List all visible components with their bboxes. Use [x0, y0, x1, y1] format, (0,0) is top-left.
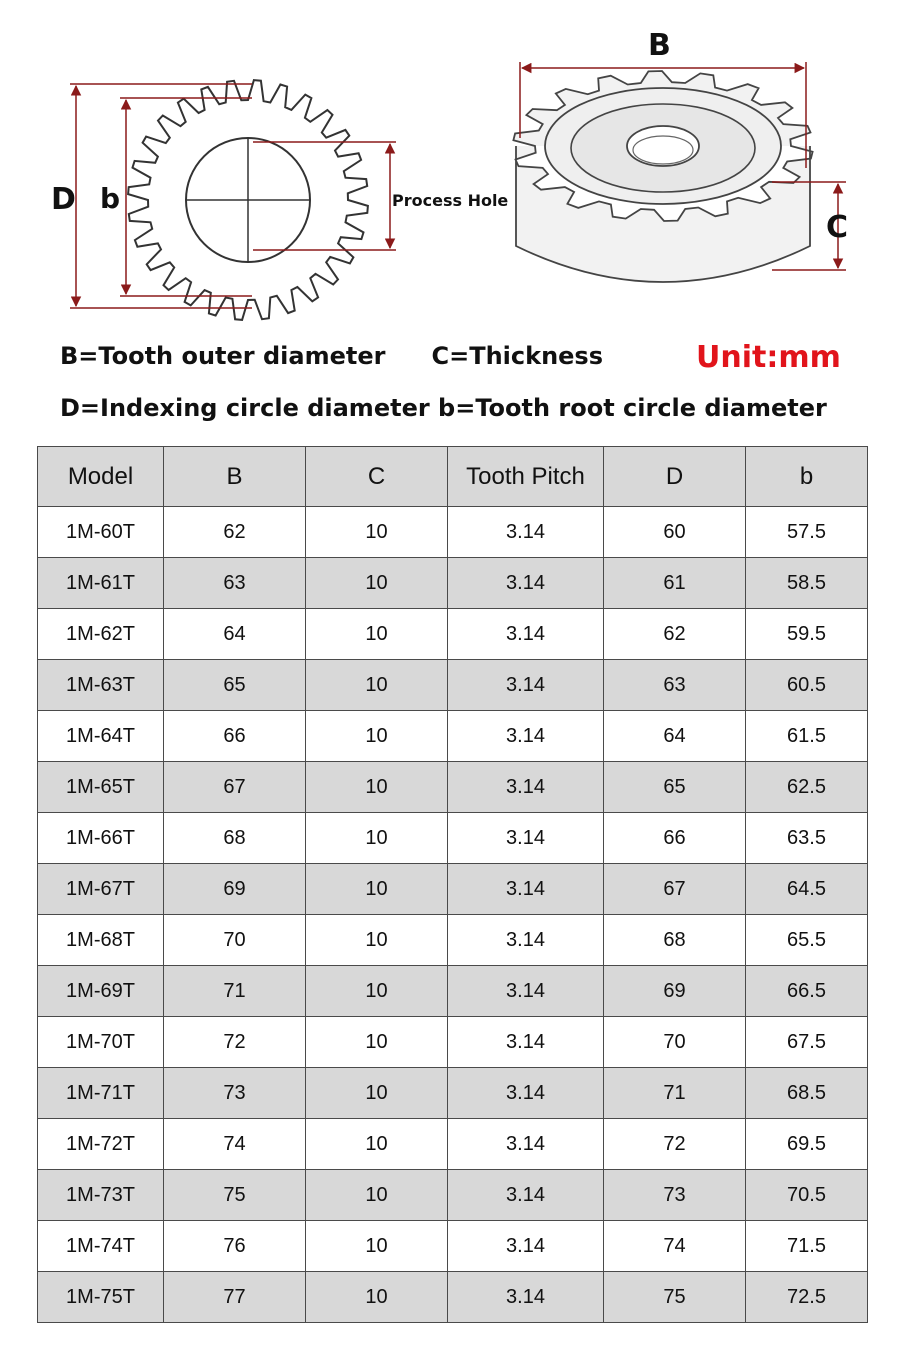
- cell-c-thickness: 10: [306, 966, 448, 1017]
- gear-diagram: [38, 18, 866, 448]
- cell-b-root: 59.5: [746, 609, 868, 660]
- cell-d-indexing: 65: [604, 762, 746, 813]
- table-row: [38, 762, 868, 813]
- cell-tooth-pitch: 3.14: [448, 1119, 604, 1170]
- label-B: B: [648, 28, 671, 63]
- cell-tooth-pitch: 3.14: [448, 864, 604, 915]
- table-row: [38, 1272, 868, 1323]
- cell-model: 1M-72T: [38, 1119, 164, 1170]
- label-D: D: [51, 182, 76, 217]
- cell-b-outer: 69: [164, 864, 306, 915]
- cell-tooth-pitch: 3.14: [448, 1170, 604, 1221]
- table-row: [38, 864, 868, 915]
- cell-d-indexing: 73: [604, 1170, 746, 1221]
- cell-model: 1M-74T: [38, 1221, 164, 1272]
- cell-d-indexing: 74: [604, 1221, 746, 1272]
- gear-drawings: [38, 18, 866, 348]
- cell-tooth-pitch: 3.14: [448, 558, 604, 609]
- header-b-outer: B: [164, 447, 306, 507]
- cell-d-indexing: 60: [604, 507, 746, 558]
- label-process-hole: Process Hole: [392, 191, 509, 210]
- cell-d-indexing: 71: [604, 1068, 746, 1119]
- header-b-root: b: [746, 447, 868, 507]
- cell-b-root: 71.5: [746, 1221, 868, 1272]
- cell-model: 1M-75T: [38, 1272, 164, 1323]
- cell-b-root: 72.5: [746, 1272, 868, 1323]
- cell-model: 1M-62T: [38, 609, 164, 660]
- cell-b-outer: 62: [164, 507, 306, 558]
- cell-d-indexing: 62: [604, 609, 746, 660]
- table-row: [38, 711, 868, 762]
- cell-b-outer: 65: [164, 660, 306, 711]
- cell-c-thickness: 10: [306, 1272, 448, 1323]
- cell-b-outer: 70: [164, 915, 306, 966]
- table-row: [38, 1119, 868, 1170]
- cell-c-thickness: 10: [306, 864, 448, 915]
- cell-tooth-pitch: 3.14: [448, 966, 604, 1017]
- table-row: [38, 558, 868, 609]
- table-row: [38, 915, 868, 966]
- cell-tooth-pitch: 3.14: [448, 609, 604, 660]
- cell-model: 1M-66T: [38, 813, 164, 864]
- cell-c-thickness: 10: [306, 915, 448, 966]
- table-body: [38, 507, 868, 1323]
- table-row: [38, 507, 868, 558]
- cell-model: 1M-61T: [38, 558, 164, 609]
- cell-c-thickness: 10: [306, 1068, 448, 1119]
- cell-model: 1M-67T: [38, 864, 164, 915]
- cell-c-thickness: 10: [306, 1170, 448, 1221]
- table-row: [38, 1068, 868, 1119]
- cell-d-indexing: 61: [604, 558, 746, 609]
- cell-c-thickness: 10: [306, 558, 448, 609]
- cell-b-root: 66.5: [746, 966, 868, 1017]
- label-b: b: [100, 182, 121, 215]
- cell-b-root: 64.5: [746, 864, 868, 915]
- cell-b-root: 69.5: [746, 1119, 868, 1170]
- cell-d-indexing: 72: [604, 1119, 746, 1170]
- cell-b-outer: 64: [164, 609, 306, 660]
- cell-d-indexing: 67: [604, 864, 746, 915]
- legend-line-1: [60, 342, 603, 370]
- cell-tooth-pitch: 3.14: [448, 813, 604, 864]
- cell-d-indexing: 66: [604, 813, 746, 864]
- cell-tooth-pitch: 3.14: [448, 1272, 604, 1323]
- perspective-view-gear: [513, 71, 812, 282]
- cell-c-thickness: 10: [306, 1017, 448, 1068]
- cell-c-thickness: 10: [306, 762, 448, 813]
- cell-b-root: 61.5: [746, 711, 868, 762]
- cell-b-outer: 63: [164, 558, 306, 609]
- cell-model: 1M-69T: [38, 966, 164, 1017]
- cell-tooth-pitch: 3.14: [448, 762, 604, 813]
- cell-b-outer: 75: [164, 1170, 306, 1221]
- cell-b-root: 62.5: [746, 762, 868, 813]
- cell-c-thickness: 10: [306, 711, 448, 762]
- header-d-indexing: D: [604, 447, 746, 507]
- cell-model: 1M-63T: [38, 660, 164, 711]
- cell-tooth-pitch: 3.14: [448, 507, 604, 558]
- header-model: Model: [38, 447, 164, 507]
- cell-b-outer: 74: [164, 1119, 306, 1170]
- table-row: [38, 1170, 868, 1221]
- cell-c-thickness: 10: [306, 813, 448, 864]
- table-row: [38, 966, 868, 1017]
- cell-d-indexing: 63: [604, 660, 746, 711]
- label-C: C: [826, 210, 849, 245]
- cell-tooth-pitch: 3.14: [448, 1221, 604, 1272]
- cell-d-indexing: 64: [604, 711, 746, 762]
- cell-b-outer: 66: [164, 711, 306, 762]
- header-tooth-pitch: Tooth Pitch: [448, 447, 604, 507]
- cell-tooth-pitch: 3.14: [448, 711, 604, 762]
- cell-b-root: 68.5: [746, 1068, 868, 1119]
- cell-b-outer: 67: [164, 762, 306, 813]
- cell-b-root: 63.5: [746, 813, 868, 864]
- cell-c-thickness: 10: [306, 660, 448, 711]
- table-header-row: [38, 447, 868, 507]
- cell-tooth-pitch: 3.14: [448, 1017, 604, 1068]
- cell-b-root: 67.5: [746, 1017, 868, 1068]
- cell-c-thickness: 10: [306, 609, 448, 660]
- front-view-gear: [128, 80, 368, 320]
- cell-c-thickness: 10: [306, 1221, 448, 1272]
- cell-c-thickness: 10: [306, 1119, 448, 1170]
- cell-model: 1M-64T: [38, 711, 164, 762]
- cell-model: 1M-65T: [38, 762, 164, 813]
- cell-b-root: 58.5: [746, 558, 868, 609]
- cell-b-outer: 77: [164, 1272, 306, 1323]
- cell-b-outer: 71: [164, 966, 306, 1017]
- table-row: [38, 1221, 868, 1272]
- cell-tooth-pitch: 3.14: [448, 915, 604, 966]
- cell-b-root: 65.5: [746, 915, 868, 966]
- cell-model: 1M-60T: [38, 507, 164, 558]
- table-row: [38, 609, 868, 660]
- cell-b-root: 57.5: [746, 507, 868, 558]
- cell-d-indexing: 70: [604, 1017, 746, 1068]
- cell-tooth-pitch: 3.14: [448, 1068, 604, 1119]
- cell-model: 1M-73T: [38, 1170, 164, 1221]
- cell-d-indexing: 75: [604, 1272, 746, 1323]
- cell-tooth-pitch: 3.14: [448, 660, 604, 711]
- cell-b-root: 70.5: [746, 1170, 868, 1221]
- legend-C: C=Thickness: [431, 342, 603, 370]
- table-row: [38, 1017, 868, 1068]
- unit-label: Unit:mm: [696, 340, 841, 375]
- table-row: [38, 660, 868, 711]
- cell-d-indexing: 68: [604, 915, 746, 966]
- cell-b-root: 60.5: [746, 660, 868, 711]
- legend-line-2: D=Indexing circle diameter b=Tooth root circle diameter: [60, 394, 827, 422]
- cell-model: 1M-71T: [38, 1068, 164, 1119]
- cell-c-thickness: 10: [306, 507, 448, 558]
- cell-b-outer: 73: [164, 1068, 306, 1119]
- header-c-thickness: C: [306, 447, 448, 507]
- legend-B: B=Tooth outer diameter: [60, 342, 386, 370]
- cell-b-outer: 68: [164, 813, 306, 864]
- table-row: [38, 813, 868, 864]
- cell-b-outer: 72: [164, 1017, 306, 1068]
- cell-d-indexing: 69: [604, 966, 746, 1017]
- cell-model: 1M-68T: [38, 915, 164, 966]
- spec-table: [37, 446, 868, 1323]
- cell-model: 1M-70T: [38, 1017, 164, 1068]
- cell-b-outer: 76: [164, 1221, 306, 1272]
